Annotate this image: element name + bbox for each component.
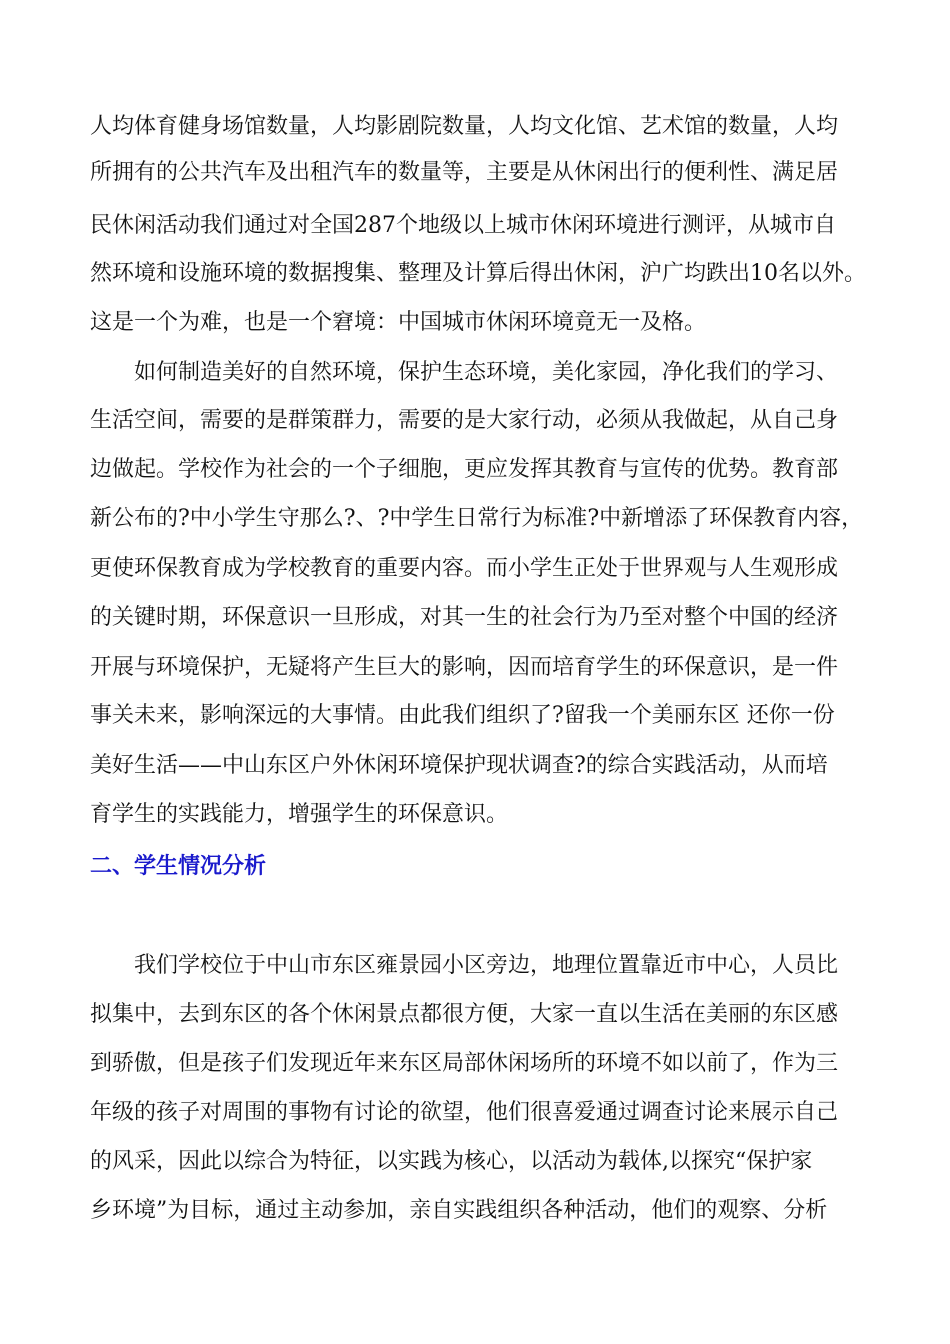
text-line: 乡环境”为目标，通过主动参加，亲自实践组织各种活动，他们的观察、分析 [90,1198,828,1223]
text-line: 这是一个为难，也是一个窘境：中国城市休闲环境竟无一及格。 [90,310,707,335]
text-line: 拟集中，去到东区的各个休闲景点都很方便，大家一直以生活在美丽的东区感 [90,1002,839,1027]
text-line: 的风采，因此以综合为特征，以实践为核心，以活动为载体,以探究“保护家 [90,1149,813,1174]
text-line: 然环境和设施环境的数据搜集、整理及计算后得出休闲，沪广均跌出10名以外。 [90,261,866,286]
text-line: 生活空间，需要的是群策群力，需要的是大家行动，必须从我做起，从自己身 [90,408,839,433]
text-line: 人均体育健身场馆数量，人均影剧院数量，人均文化馆、艺术馆的数量，人均 [90,114,839,139]
text-line: 所拥有的公共汽车及出租汽车的数量等，主要是从休闲出行的便利性、满足居 [90,160,839,185]
text-line: 育学生的实践能力，增强学生的环保意识。 [90,802,509,827]
text-line: 我们学校位于中山市东区雍景园小区旁边，地理位置靠近市中心，人员比 [134,953,839,978]
text-line: 开展与环境保护，无疑将产生巨大的影响，因而培育学生的环保意识，是一件 [90,655,839,680]
section-heading: 二、学生情况分析 [90,854,267,879]
text-line: 美好生活——中山东区户外休闲环境保护现状调查?的综合实践活动，从而培 [90,753,828,778]
text-line: 到骄傲，但是孩子们发现近年来东区局部休闲场所的环境不如以前了，作为三 [90,1051,839,1076]
text-line: 的关键时期，环保意识一旦形成，对其一生的社会行为乃至对整个中国的经济 [90,605,839,630]
text-line: 民休闲活动我们通过对全国287个地级以上城市休闲环境进行测评，从城市自 [90,213,836,238]
text-line: 年级的孩子对周围的事物有讨论的欲望，他们很喜爱通过调查讨论来展示自己 [90,1100,839,1125]
text-line: 事关未来，影响深远的大事情。由此我们组织了?留我一个美丽东区 还你一份 [90,703,835,728]
text-line: 新公布的?中小学生守那么?、?中学生日常行为标准?中新增添了环保教育内容， [90,506,864,531]
text-line: 边做起。学校作为社会的一个子细胞，更应发挥其教育与宣传的优势。教育部 [90,457,839,482]
text-line: 更使环保教育成为学校教育的重要内容。而小学生正处于世界观与人生观形成 [90,556,839,581]
text-line: 如何制造美好的自然环境，保护生态环境，美化家园，净化我们的学习、 [134,360,839,385]
